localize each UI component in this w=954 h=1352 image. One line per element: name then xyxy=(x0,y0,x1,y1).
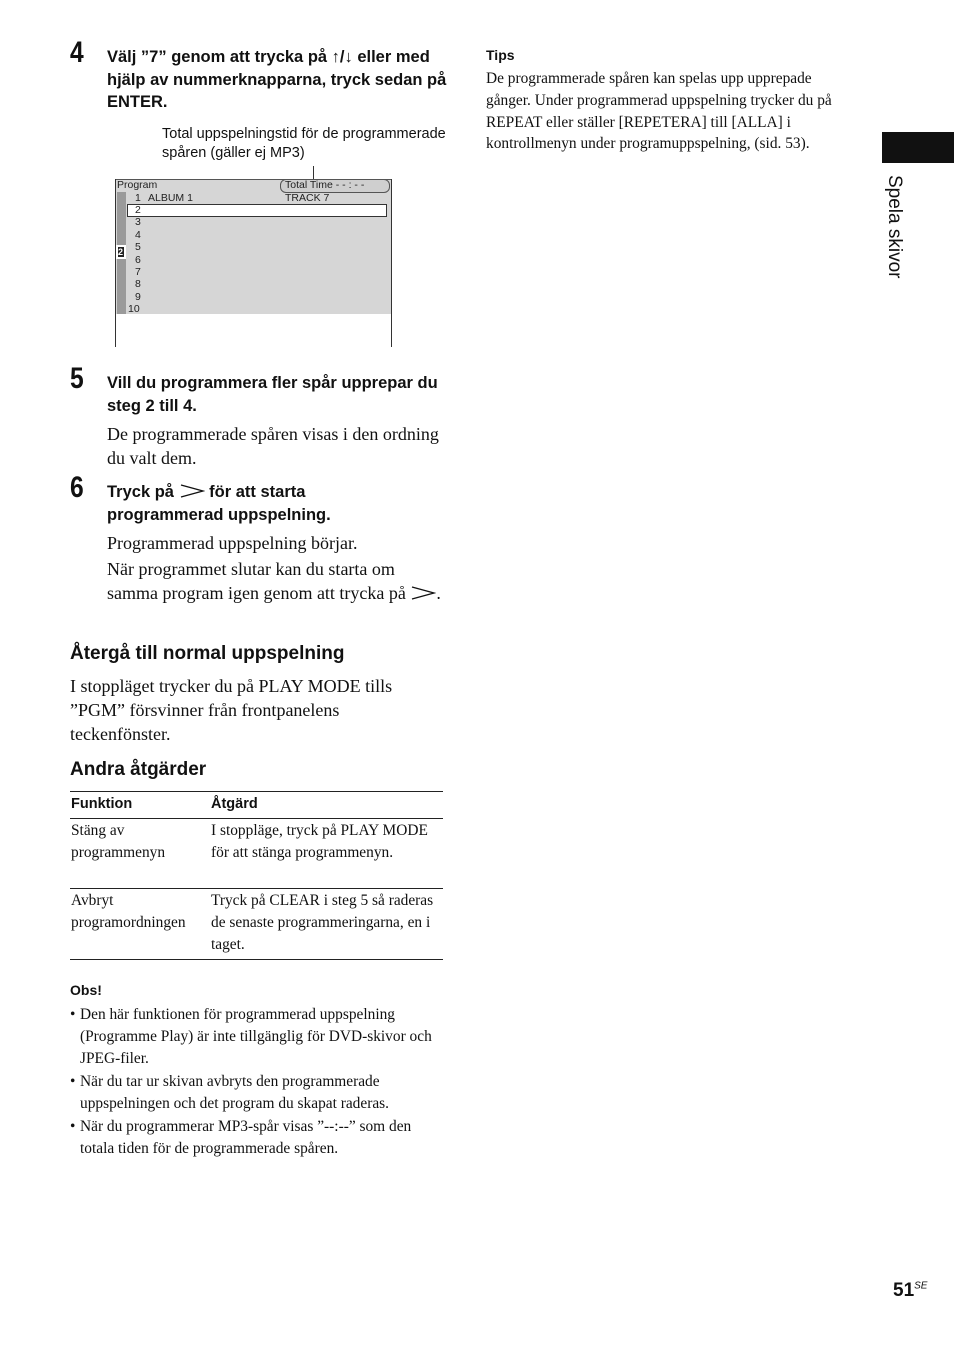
step-6-heading xyxy=(107,481,407,526)
osd-row-number: 9 xyxy=(135,291,141,303)
osd-right-border xyxy=(391,179,392,347)
osd-program-label: Program xyxy=(117,179,158,191)
bullet-dot: • xyxy=(70,1006,76,1023)
table-cell-function: Stäng av programmenyn xyxy=(71,822,166,861)
return-section-heading: Återgå till normal uppspelning xyxy=(70,643,345,664)
obs-item xyxy=(70,1071,442,1115)
osd-row-number: 6 xyxy=(135,254,141,266)
step-6-number: 6 xyxy=(70,471,84,504)
obs-item-text: När du tar ur skivan avbryts den programmerade uppspelningen och det program du skapat raderas. xyxy=(80,1073,389,1112)
osd-left-border xyxy=(115,179,116,347)
return-section-body: I stoppläget trycker du på PLAY MODE tills ”PGM” försvinner från frontpanelens teckenfönster. xyxy=(70,676,393,744)
table-cell-function: Avbryt programordningen xyxy=(71,892,186,931)
obs-item xyxy=(70,1116,442,1160)
step-6-body-2-text: När programmet slutar kan du starta om samma program igen genom att trycka på xyxy=(107,559,406,603)
tips-heading: Tips xyxy=(486,47,515,63)
table-row-rule xyxy=(70,888,443,889)
step-6-body-1: Programmerad uppspelning börjar. xyxy=(107,533,358,553)
osd-row-number: 8 xyxy=(135,278,141,290)
osd-row-1-number: 1 xyxy=(135,192,141,204)
page-number-value: 51 xyxy=(893,1280,915,1301)
osd-row-number: 2 xyxy=(135,204,141,216)
side-tab-label: Spela skivor xyxy=(884,175,905,279)
bullet-dot: • xyxy=(70,1073,76,1090)
step-4-number: 4 xyxy=(70,36,84,69)
step-4-heading: Välj ”7” genom att trycka på ↑/↓ eller med hjälp av nummerknapparna, tryck sedan på ENTER. xyxy=(107,48,447,111)
step-6-body-2-end: . xyxy=(436,583,441,603)
table-header-rule xyxy=(70,818,443,819)
table-cell-action: Tryck på CLEAR i steg 5 så raderas de senaste programmeringarna, en i taget. xyxy=(211,892,434,953)
side-tab-marker xyxy=(882,132,954,163)
osd-disc-icon xyxy=(116,245,126,259)
step-5-number: 5 xyxy=(70,362,84,395)
osd-row-number: 4 xyxy=(135,229,141,241)
table-cell-action: I stoppläge, tryck på PLAY MODE för att stänga programmenyn. xyxy=(211,822,428,861)
obs-heading: Obs! xyxy=(70,982,102,998)
table-top-rule xyxy=(70,791,443,792)
osd-row-number: 5 xyxy=(135,241,141,253)
osd-row-1-track: TRACK 7 xyxy=(285,192,330,204)
page-number xyxy=(893,1280,927,1302)
page-number-suffix: SE xyxy=(914,1280,928,1292)
step-6-heading-part2: för att starta programmerad uppspelning. xyxy=(107,483,331,524)
program-menu-screenshot xyxy=(115,179,392,347)
osd-disc-icon-label: 2 xyxy=(118,247,124,257)
osd-total-time: Total Time - - : - - xyxy=(285,179,365,191)
other-section-heading: Andra åtgärder xyxy=(70,759,207,780)
osd-row-number: 3 xyxy=(135,216,141,228)
obs-item xyxy=(70,1004,442,1070)
osd-row-number: 7 xyxy=(135,266,141,278)
step-5-heading: Vill du programmera fler spår upprepar du steg 2 till 4. xyxy=(107,374,438,415)
tips-body: De programmerade spåren kan spelas upp upprepade gånger. Under programmerad uppspelning trycker du på REPEAT eller ställer [REPETERA] till [ALLA] i kontrollmenyn under programuppspelning, (sid. 53). xyxy=(486,70,832,153)
play-icon xyxy=(179,483,205,499)
bullet-dot: • xyxy=(70,1118,76,1135)
step-5-body: De programmerade spåren visas i den ordning du valt dem. xyxy=(107,424,439,468)
table-bottom-rule xyxy=(70,959,443,960)
table-header-action: Åtgärd xyxy=(211,796,258,812)
table-header-function: Funktion xyxy=(71,796,133,812)
step-6-heading-part1: Tryck på xyxy=(107,483,174,501)
obs-item-text: Den här funktionen för programmerad uppspelning (Programme Play) är inte tillgänglig för DVD-skivor och JPEG-filer. xyxy=(80,1006,432,1067)
step-6-body-2 xyxy=(107,557,442,605)
osd-row-1-album: ALBUM 1 xyxy=(148,192,193,204)
osd-row-number: 10 xyxy=(128,303,140,315)
osd-selected-row xyxy=(127,204,387,217)
total-time-callout: Total uppspelningstid för de programmerade spåren (gäller ej MP3) xyxy=(162,126,446,161)
obs-item-text: När du programmerar MP3-spår visas ”--:--” som den totala tiden för de programmerade spåren. xyxy=(80,1118,412,1157)
play-icon xyxy=(410,585,436,601)
